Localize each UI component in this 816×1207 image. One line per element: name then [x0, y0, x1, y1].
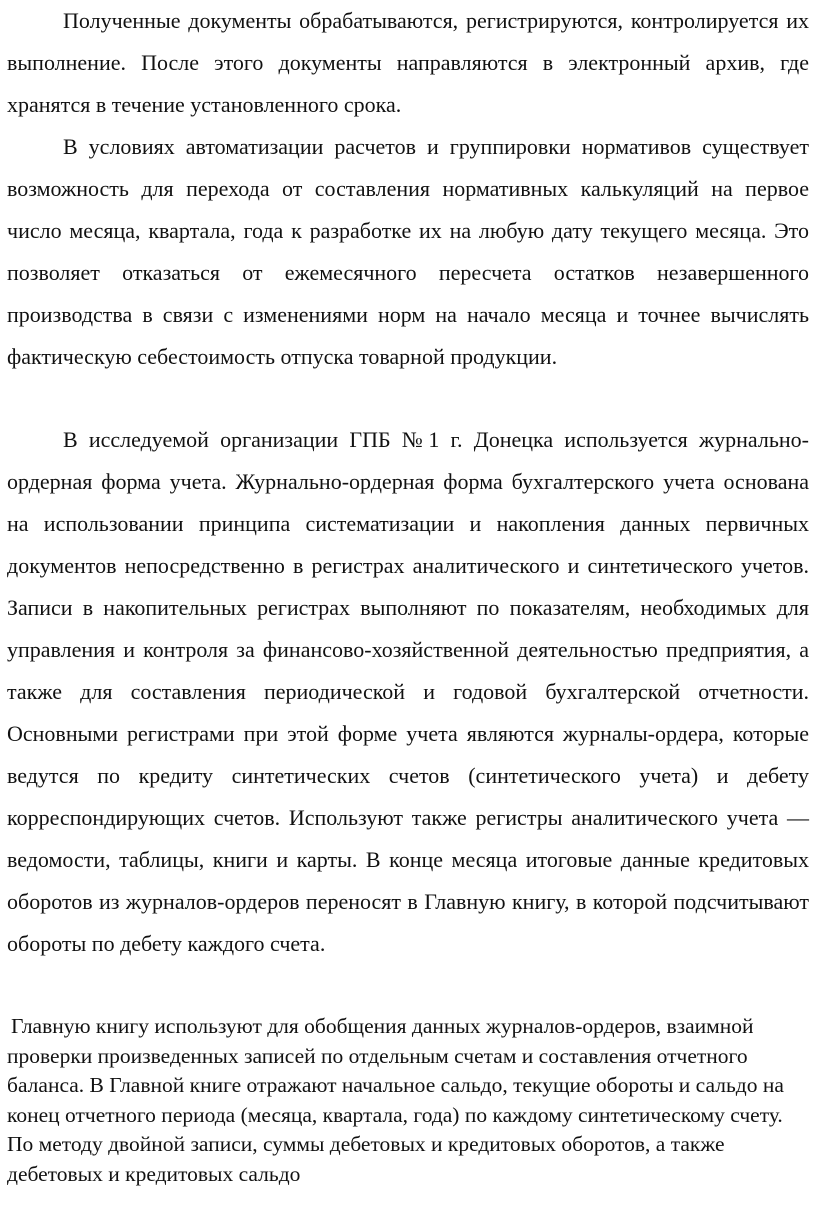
paragraph-general-ledger: Главную книгу используют для обобщения данных журналов-ордеров, взаимной проверки произведенных записей по отдельным счетам и составления отчетного баланса. В Главной книге отражают начальное сальдо, текущие обороты и сальдо на конец отчетного периода (месяца, квартала, года) по каждому синтетическому счету. По методу двойной записи, суммы дебетовых и кредитовых оборотов, а также дебетовых и кредитовых сальдо: [7, 1014, 784, 1186]
paragraph-automation-norms: В условиях автоматизации расчетов и группировки нормативов существует возможность для перехода от составления нормативных калькуляций на первое число месяца, квартала, года к разработке их на любую дату текущего месяца. Это позволяет отказаться от ежемесячного пересчета остатков незавершенного производства в связи с изменениями норм на начало месяца и точнее вычислять фактическую себестоимость отпуска товарной продукции.: [7, 134, 809, 369]
paragraph-documents-processing: Полученные документы обрабатываются, регистрируются, контролируется их выполнение. После этого документы направляются в электронный архив, где хранятся в течение установленного срока.: [7, 8, 809, 117]
paragraph-journal-order-form: В исследуемой организации ГПБ №1 г. Донецка используется журнально-ордерная форма учета. Журнально-ордерная форма бухгалтерского учета основана на использовании принципа систематизации и накопления данных первичных документов непосредственно в регистрах аналитического и синтетического учетов. Записи в накопительных регистрах выполняют по показателям, необходимых для управления и контроля за финансово-хозяйственной деятельностью предприятия, а также для составления периодической и годовой бухгалтерской отчетности. Основными регистрами при этой форме учета являются журналы-ордера, которые ведутся по кредиту синтетических счетов (синтетического учета) и дебету корреспондирующих счетов. Используют также регистры аналитического учета — ведомости, таблицы, книги и карты. В конце месяца итоговые данные кредитовых оборотов из журналов-ордеров переносят в Главную книгу, в которой подсчитывают обороты по дебету каждого счета.: [7, 427, 809, 956]
